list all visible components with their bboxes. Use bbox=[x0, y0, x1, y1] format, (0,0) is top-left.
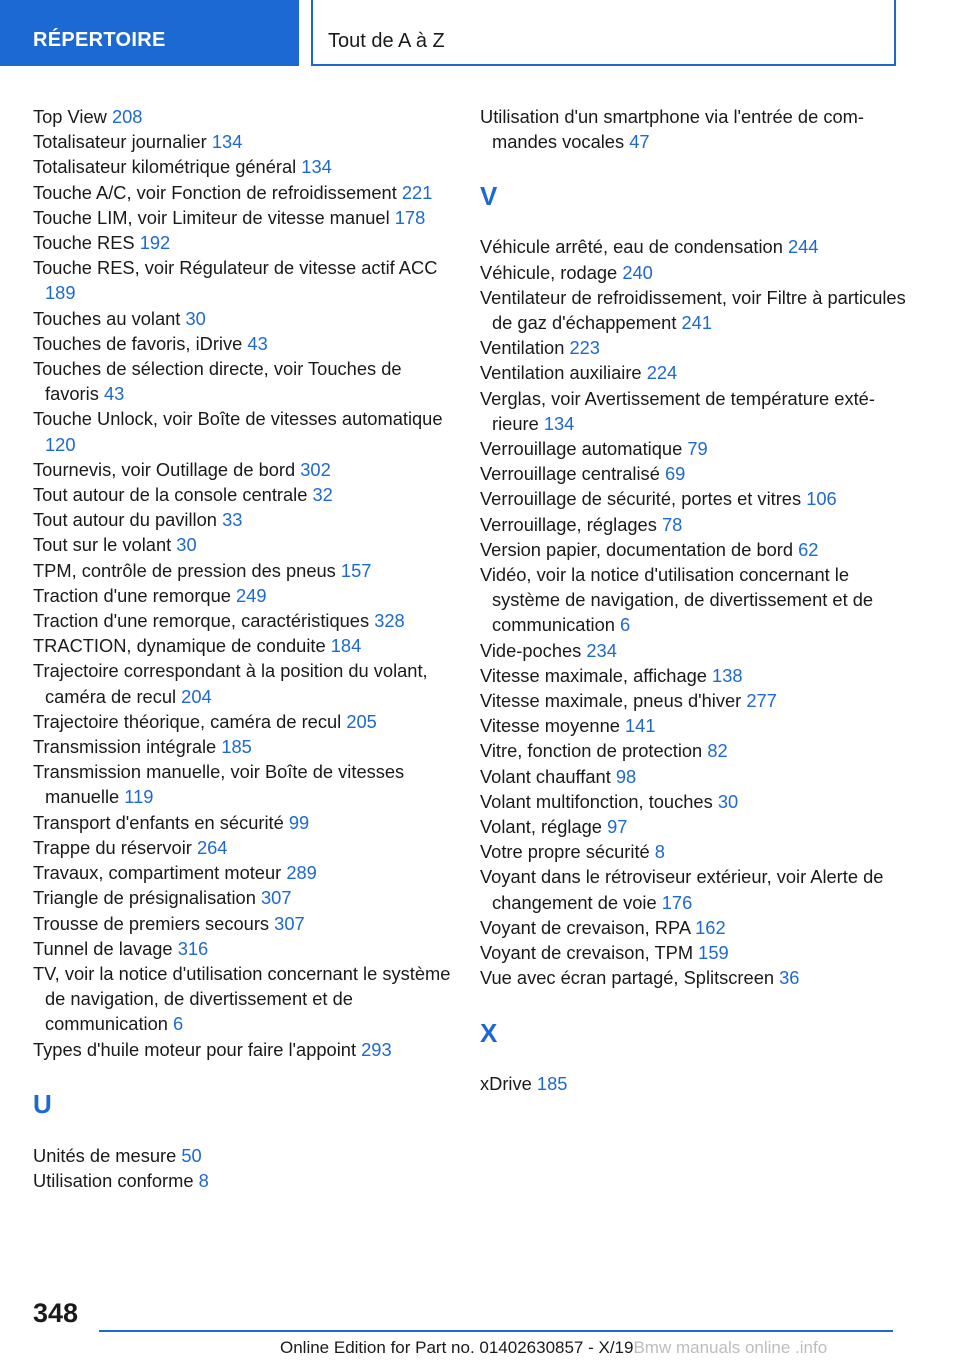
index-entry-text: Version papier, documentation de bord bbox=[480, 538, 794, 560]
index-entry-text: Totalisateur kilométrique général bbox=[33, 156, 297, 178]
page-reference-link[interactable]: 328 bbox=[374, 610, 405, 632]
index-entry-text: Transmission intégrale bbox=[33, 736, 217, 758]
page-reference-link[interactable]: 277 bbox=[746, 690, 777, 712]
index-entry bbox=[480, 764, 910, 789]
index-entry bbox=[33, 104, 453, 129]
index-entry bbox=[33, 633, 453, 658]
index-entry bbox=[480, 738, 910, 763]
index-entry-text: xDrive bbox=[480, 1072, 532, 1094]
page-reference-link[interactable]: 289 bbox=[286, 862, 317, 884]
index-entry-text: Traction d'une remorque, caractéristiques bbox=[33, 610, 370, 632]
index-entry bbox=[480, 789, 910, 814]
page-reference-link[interactable]: 47 bbox=[629, 131, 650, 153]
page-reference-link[interactable]: 185 bbox=[536, 1072, 568, 1094]
section-tab: RÉPERTOIRE bbox=[0, 0, 299, 66]
index-entry-text: Touche A/C, voir Fonction de refroidissement bbox=[33, 181, 397, 203]
index-entry-text: Vide-poches bbox=[480, 639, 582, 661]
index-entry bbox=[33, 860, 453, 885]
index-entry-text: Transmission manuelle, voir Boîte de vitesses manuelle bbox=[33, 761, 405, 808]
page-reference-link[interactable]: 120 bbox=[45, 433, 76, 455]
page-reference-link[interactable]: 249 bbox=[236, 584, 267, 606]
page-reference-link[interactable]: 69 bbox=[664, 463, 686, 485]
index-entry bbox=[33, 911, 453, 936]
index-entry bbox=[480, 512, 910, 537]
index-letter-heading: V bbox=[480, 181, 498, 212]
index-entry-text: Trappe du réservoir bbox=[33, 836, 192, 858]
page-reference-link[interactable]: 307 bbox=[274, 912, 305, 934]
index-entry bbox=[33, 1168, 453, 1193]
index-entry-text: Triangle de présignalisation bbox=[33, 887, 256, 909]
index-entry-text: TRACTION, dynamique de conduite bbox=[33, 635, 326, 657]
index-entry bbox=[33, 457, 453, 482]
index-entry-text: Ventilation bbox=[480, 337, 565, 359]
index-entry-text: Vitesse maximale, pneus d'hiver bbox=[480, 690, 742, 712]
index-entry bbox=[33, 406, 453, 456]
index-entry bbox=[33, 532, 453, 557]
index-entry-text: Véhicule arrêté, eau de condensation bbox=[480, 236, 783, 258]
index-entry bbox=[480, 688, 910, 713]
index-entry bbox=[480, 965, 910, 990]
page-reference-link[interactable]: 32 bbox=[312, 484, 333, 506]
index-entry bbox=[480, 234, 910, 259]
page-reference-link[interactable]: 6 bbox=[620, 614, 631, 636]
index-entry bbox=[480, 360, 910, 385]
index-entry-text: Touche Unlock, voir Boîte de vitesses automatique bbox=[33, 408, 443, 430]
index-entry-text: Tout autour de la console centrale bbox=[33, 484, 308, 506]
index-entry-text: Votre propre sécurité bbox=[480, 841, 650, 863]
index-entry-text: Tout autour du pavillon bbox=[33, 509, 217, 531]
page-reference-link[interactable]: 178 bbox=[394, 206, 426, 228]
index-entry-text: Vitesse moyenne bbox=[480, 715, 620, 737]
index-entry bbox=[33, 810, 453, 835]
page-reference-link[interactable]: 6 bbox=[173, 1013, 184, 1035]
index-entry-text: Totalisateur journalier bbox=[33, 131, 207, 153]
index-entry bbox=[33, 583, 453, 608]
index-entry-text: Touches de favoris, iDrive bbox=[33, 332, 243, 354]
page-reference-link[interactable]: 134 bbox=[211, 131, 243, 153]
index-entry-text: Verrouillage de sécurité, portes et vitres bbox=[480, 488, 802, 510]
index-entry bbox=[33, 709, 453, 734]
page-reference-link[interactable]: 157 bbox=[340, 559, 372, 581]
page-reference-link[interactable]: 189 bbox=[45, 282, 76, 304]
index-entry bbox=[33, 608, 453, 633]
index-entry bbox=[480, 638, 910, 663]
index-entry-text: Trajectoire théorique, caméra de recul bbox=[33, 710, 342, 732]
index-entry-text: Types d'huile moteur pour faire l'appoint bbox=[33, 1038, 357, 1060]
index-entry-text: Vitre, fonction de protection bbox=[480, 740, 703, 762]
index-entry-text: Verrouillage automatique bbox=[480, 438, 683, 460]
index-entry bbox=[33, 759, 453, 809]
page-reference-link[interactable]: 192 bbox=[139, 232, 171, 254]
index-entry bbox=[480, 104, 910, 154]
index-column-right bbox=[480, 104, 910, 1096]
page-reference-link[interactable]: 43 bbox=[103, 383, 125, 405]
page-reference-link[interactable]: 293 bbox=[361, 1038, 392, 1060]
index-entry-text: Tunnel de lavage bbox=[33, 937, 173, 959]
index-entry bbox=[33, 507, 453, 532]
index-entry bbox=[33, 356, 453, 406]
index-entry bbox=[480, 940, 910, 965]
index-entry-text: Touche RES, voir Régulateur de vitesse actif ACC bbox=[33, 257, 438, 279]
page-reference-link[interactable]: 97 bbox=[607, 816, 628, 838]
index-letter-heading: X bbox=[480, 1017, 498, 1048]
index-entry bbox=[33, 180, 453, 205]
index-entry bbox=[480, 260, 910, 285]
page-reference-link[interactable]: 99 bbox=[288, 811, 310, 833]
index-entry bbox=[33, 205, 453, 230]
page-reference-link[interactable]: 36 bbox=[779, 967, 800, 989]
index-entry-text: Trajectoire correspondant à la position du volant, caméra de recul bbox=[33, 660, 428, 707]
index-entry-text: TV, voir la notice d'utilisation concernant le système de navigation, de divertissement et de communication bbox=[33, 962, 451, 1035]
index-entry bbox=[33, 255, 453, 305]
index-entry bbox=[480, 562, 910, 638]
index-entry bbox=[33, 658, 453, 708]
index-entry bbox=[33, 885, 453, 910]
watermark: manuals online .info bbox=[675, 1338, 828, 1357]
page-reference-link[interactable]: 162 bbox=[695, 916, 726, 938]
index-column-left bbox=[33, 104, 453, 1193]
index-entry-text: Transport d'enfants en sécurité bbox=[33, 811, 284, 833]
page-reference-link[interactable]: 221 bbox=[401, 181, 433, 203]
index-entry-text: Utilisation conforme bbox=[33, 1169, 194, 1191]
page-reference-link[interactable]: 50 bbox=[181, 1144, 202, 1166]
index-entry bbox=[33, 129, 453, 154]
index-entry bbox=[480, 461, 910, 486]
index-entry bbox=[480, 386, 910, 436]
page-reference-link[interactable]: 8 bbox=[198, 1169, 209, 1191]
index-entry-text: Touche LIM, voir Limiteur de vitesse manuel bbox=[33, 206, 390, 228]
index-entry-text: Volant, réglage bbox=[480, 816, 602, 838]
page-reference-link[interactable]: 184 bbox=[330, 635, 362, 657]
index-entry-text: Ventilation auxiliaire bbox=[480, 362, 642, 384]
index-entry bbox=[33, 835, 453, 860]
index-entry-text: Vue avec écran partagé, Splitscreen bbox=[480, 967, 775, 989]
index-entry-text: Top View bbox=[33, 106, 107, 127]
page-reference-link[interactable]: 176 bbox=[661, 891, 693, 913]
page-reference-link[interactable]: 241 bbox=[681, 312, 713, 334]
index-entry-text: Touches au volant bbox=[33, 307, 181, 329]
page-reference-link[interactable]: 30 bbox=[717, 790, 739, 812]
page-reference-link[interactable]: 106 bbox=[806, 488, 837, 510]
index-entry-text: Vitesse maximale, affichage bbox=[480, 664, 707, 686]
page-reference-link[interactable]: 208 bbox=[111, 106, 143, 127]
index-entry-text: Trousse de premiers secours bbox=[33, 912, 270, 934]
page-reference-link[interactable]: 141 bbox=[625, 715, 656, 737]
footer-divider bbox=[99, 1330, 893, 1332]
page-reference-link[interactable]: 62 bbox=[798, 538, 819, 560]
page-header bbox=[0, 0, 960, 66]
index-entry-text: Touches de sélection directe, voir Touches de favoris bbox=[33, 358, 402, 405]
page-reference-link[interactable]: 264 bbox=[196, 836, 228, 858]
index-entry-text: Volant chauffant bbox=[480, 765, 611, 787]
page-reference-link[interactable]: 134 bbox=[301, 156, 332, 178]
index-entry bbox=[33, 230, 453, 255]
index-entry bbox=[480, 537, 910, 562]
index-entry bbox=[33, 1143, 453, 1168]
index-entry bbox=[33, 482, 453, 507]
page-reference-link[interactable]: 240 bbox=[622, 261, 653, 283]
page-reference-link[interactable]: 98 bbox=[615, 765, 637, 787]
index-entry-text: Verglas, voir Avertissement de température extérieure bbox=[480, 387, 875, 434]
index-entry bbox=[480, 713, 910, 738]
page-reference-link[interactable]: 138 bbox=[712, 664, 743, 686]
index-entry bbox=[33, 961, 453, 1037]
page-reference-link[interactable]: 79 bbox=[687, 438, 708, 460]
index-entry bbox=[480, 839, 910, 864]
page-reference-link[interactable]: 224 bbox=[646, 362, 678, 384]
page-reference-link[interactable]: 82 bbox=[707, 740, 728, 762]
index-entry-text: Voyant de crevaison, TPM bbox=[480, 942, 694, 964]
page-number: 348 bbox=[33, 1298, 79, 1328]
index-entry-text: Utilisation d'un smartphone via l'entrée de commandes vocales bbox=[480, 106, 864, 153]
page-reference-link[interactable]: 134 bbox=[543, 412, 575, 434]
index-entry bbox=[33, 331, 453, 356]
page-reference-link[interactable]: 244 bbox=[787, 236, 819, 258]
index-letter-heading: U bbox=[33, 1088, 52, 1119]
index-entry bbox=[33, 936, 453, 961]
index-entry-text: Volant multifonction, touches bbox=[480, 790, 713, 812]
index-entry-text: Touche RES bbox=[33, 232, 135, 254]
index-entry-text: Traction d'une remorque bbox=[33, 584, 231, 606]
index-entry-text: Ventilateur de refroidissement, voir Filtre à particules de gaz d'échappement bbox=[480, 286, 906, 334]
index-entry-text: Voyant dans le rétroviseur extérieur, voir Alerte de changement de voie bbox=[480, 866, 884, 913]
page-reference-link[interactable]: 119 bbox=[124, 786, 154, 808]
page-reference-link[interactable]: 78 bbox=[661, 513, 683, 535]
page-reference-link[interactable]: 205 bbox=[346, 710, 377, 732]
index-entry bbox=[480, 486, 910, 511]
watermark-prefix: Bmw bbox=[633, 1338, 676, 1357]
index-entry bbox=[480, 335, 910, 360]
index-entry-text: Verrouillage, réglages bbox=[480, 513, 657, 535]
page-reference-link[interactable]: 223 bbox=[569, 337, 600, 359]
index-entry bbox=[480, 663, 910, 688]
index-entry-text: TPM, contrôle de pression des pneus bbox=[33, 559, 336, 581]
index-entry-text: Tournevis, voir Outillage de bord bbox=[33, 458, 296, 480]
index-entry-text: Verrouillage centralisé bbox=[480, 463, 660, 485]
index-entry-text: Travaux, compartiment moteur bbox=[33, 862, 282, 884]
page-reference-link[interactable]: 316 bbox=[177, 937, 209, 959]
index-entry bbox=[480, 814, 910, 839]
page-reference-link[interactable]: 302 bbox=[300, 458, 331, 480]
index-entry bbox=[33, 1037, 453, 1062]
page-reference-link[interactable]: 185 bbox=[221, 736, 252, 758]
index-entry-text: Unités de mesure bbox=[33, 1144, 177, 1166]
page-reference-link[interactable]: 8 bbox=[654, 841, 665, 863]
footer-edition bbox=[280, 1338, 827, 1358]
index-entry bbox=[480, 1071, 910, 1096]
chapter-title: Tout de A à Z bbox=[311, 0, 896, 66]
page-reference-link[interactable]: 30 bbox=[185, 307, 206, 329]
index-entry bbox=[33, 734, 453, 759]
edition-text: Online Edition for Part no. 01402630857 - X/19 bbox=[280, 1338, 634, 1357]
index-entry bbox=[33, 154, 453, 179]
page-reference-link[interactable]: 204 bbox=[181, 685, 212, 707]
index-entry bbox=[480, 436, 910, 461]
index-entry-text: Vidéo, voir la notice d'utilisation concernant le système de navigation, de divertissement et de communication bbox=[480, 564, 874, 636]
index-entry bbox=[33, 306, 453, 331]
page-reference-link[interactable]: 33 bbox=[222, 509, 243, 531]
page-reference-link[interactable]: 307 bbox=[261, 887, 292, 909]
index-entry bbox=[33, 558, 453, 583]
index-entry-text: Voyant de crevaison, RPA bbox=[480, 916, 691, 938]
page-reference-link[interactable]: 159 bbox=[698, 942, 729, 964]
index-entry bbox=[480, 285, 910, 335]
page-reference-link[interactable]: 30 bbox=[176, 534, 197, 556]
index-entry-text: Véhicule, rodage bbox=[480, 261, 618, 283]
page-reference-link[interactable]: 234 bbox=[586, 639, 617, 661]
index-entry-text: Tout sur le volant bbox=[33, 534, 172, 556]
index-entry bbox=[480, 915, 910, 940]
index-entry bbox=[480, 864, 910, 914]
page-reference-link[interactable]: 43 bbox=[247, 332, 268, 354]
